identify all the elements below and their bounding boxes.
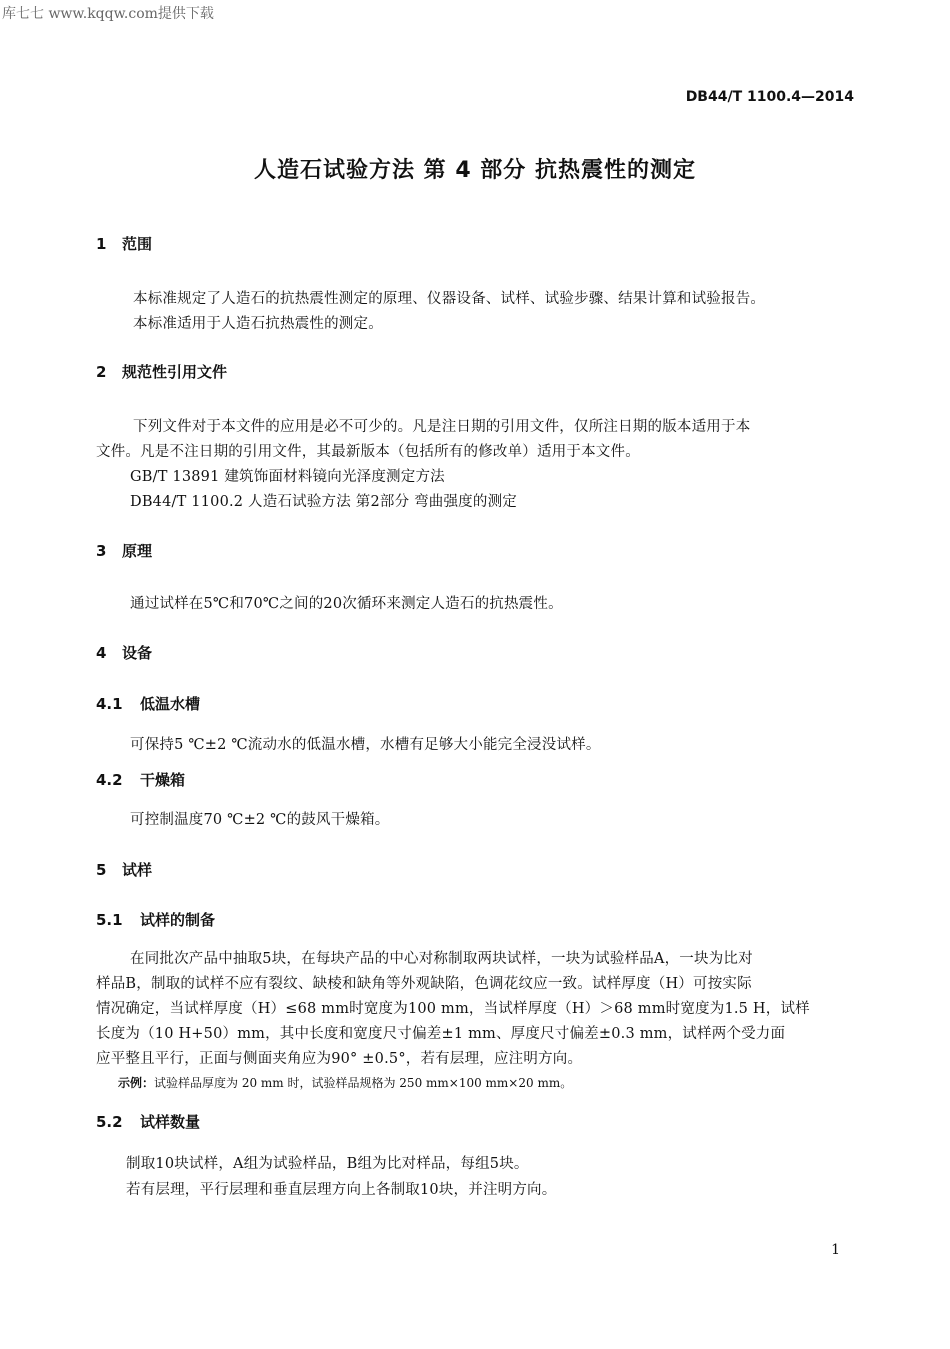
subsection-title: 试样的制备 xyxy=(140,911,216,929)
paragraph-line: 样品B，制取的试样不应有裂纹、缺棱和缺角等外观缺陷，色调花纹应一致。试样厚度（H）可按实际 xyxy=(96,976,752,992)
paragraph: 若有层理，平行层理和垂直层理方向上各制取10块，并注明方向。 xyxy=(126,1182,557,1198)
section-4-heading xyxy=(96,642,152,663)
reference-item: GB/T 13891 建筑饰面材料镜向光泽度测定方法 xyxy=(130,469,445,485)
section-title: 设备 xyxy=(122,644,153,662)
paragraph: 本标准规定了人造石的抗热震性测定的原理、仪器设备、试样、试验步骤、结果计算和试验报告。 xyxy=(133,291,766,307)
paragraph-line: 在同批次产品中抽取5块，在每块产品的中心对称制取两块试样，一块为试验样品A，一块为比对 xyxy=(130,951,753,967)
section-number: 3 xyxy=(96,542,107,560)
paragraph: 通过试样在5℃和70℃之间的20次循环来测定人造石的抗热震性。 xyxy=(130,596,563,612)
paragraph: 制取10块试样，A组为试验样品，B组为比对样品，每组5块。 xyxy=(126,1156,529,1172)
section-number: 4 xyxy=(96,644,107,662)
section-number: 1 xyxy=(96,235,107,253)
section-title: 试样 xyxy=(122,861,153,879)
reference-item: DB44/T 1100.2 人造石试验方法 第2部分 弯曲强度的测定 xyxy=(130,494,517,510)
subsection-5-2-heading xyxy=(96,1111,200,1132)
section-3-heading xyxy=(96,540,152,561)
subsection-number: 4.1 xyxy=(96,695,123,713)
page-number: 1 xyxy=(831,1242,840,1258)
paragraph: 本标准适用于人造石抗热震性的测定。 xyxy=(133,316,383,332)
page-title: 人造石试验方法 第 4 部分 抗热震性的测定 xyxy=(254,158,696,183)
paragraph-line: 应平整且平行，正面与侧面夹角应为90° ±0.5°，若有层理，应注明方向。 xyxy=(96,1051,583,1067)
watermark: 库七七 www.kqqw.com提供下载 xyxy=(2,6,214,22)
paragraph: 下列文件对于本文件的应用是必不可少的。凡是注日期的引用文件，仅所注日期的版本适用于本 xyxy=(133,419,751,435)
paragraph: 文件。凡是不注日期的引用文件，其最新版本（包括所有的修改单）适用于本文件。 xyxy=(96,444,640,460)
example-label: 示例： xyxy=(118,1076,155,1090)
paragraph: 可保持5 ℃±2 ℃流动水的低温水槽，水槽有足够大小能完全浸没试样。 xyxy=(130,737,601,753)
subsection-number: 5.1 xyxy=(96,911,123,929)
section-title: 范围 xyxy=(122,235,153,253)
section-title: 原理 xyxy=(122,542,153,560)
subsection-4-2-heading xyxy=(96,769,185,790)
subsection-title: 干燥箱 xyxy=(140,771,186,789)
subsection-title: 低温水槽 xyxy=(140,695,201,713)
section-title: 规范性引用文件 xyxy=(122,363,228,381)
section-2-heading xyxy=(96,361,227,382)
example-note xyxy=(118,1074,572,1091)
paragraph: 可控制温度70 ℃±2 ℃的鼓风干燥箱。 xyxy=(130,812,390,828)
subsection-title: 试样数量 xyxy=(140,1113,201,1131)
example-text: 试验样品厚度为 20 mm 时，试验样品规格为 250 mm×100 mm×20 mm。 xyxy=(154,1076,573,1090)
subsection-4-1-heading xyxy=(96,693,200,714)
section-1-heading xyxy=(96,233,152,254)
subsection-5-1-heading xyxy=(96,909,215,930)
section-5-heading xyxy=(96,859,152,880)
subsection-number: 5.2 xyxy=(96,1113,123,1131)
section-number: 5 xyxy=(96,861,107,879)
subsection-number: 4.2 xyxy=(96,771,123,789)
section-number: 2 xyxy=(96,363,107,381)
paragraph-line: 情况确定，当试样厚度（H）≤68 mm时宽度为100 mm，当试样厚度（H）＞68 mm时宽度为1.5 H，试样 xyxy=(96,1001,810,1017)
paragraph-line: 长度为（10 H+50）mm，其中长度和宽度尺寸偏差±1 mm、厚度尺寸偏差±0.3 mm，试样两个受力面 xyxy=(96,1026,786,1042)
document-number: DB44/T 1100.4—2014 xyxy=(685,89,854,105)
